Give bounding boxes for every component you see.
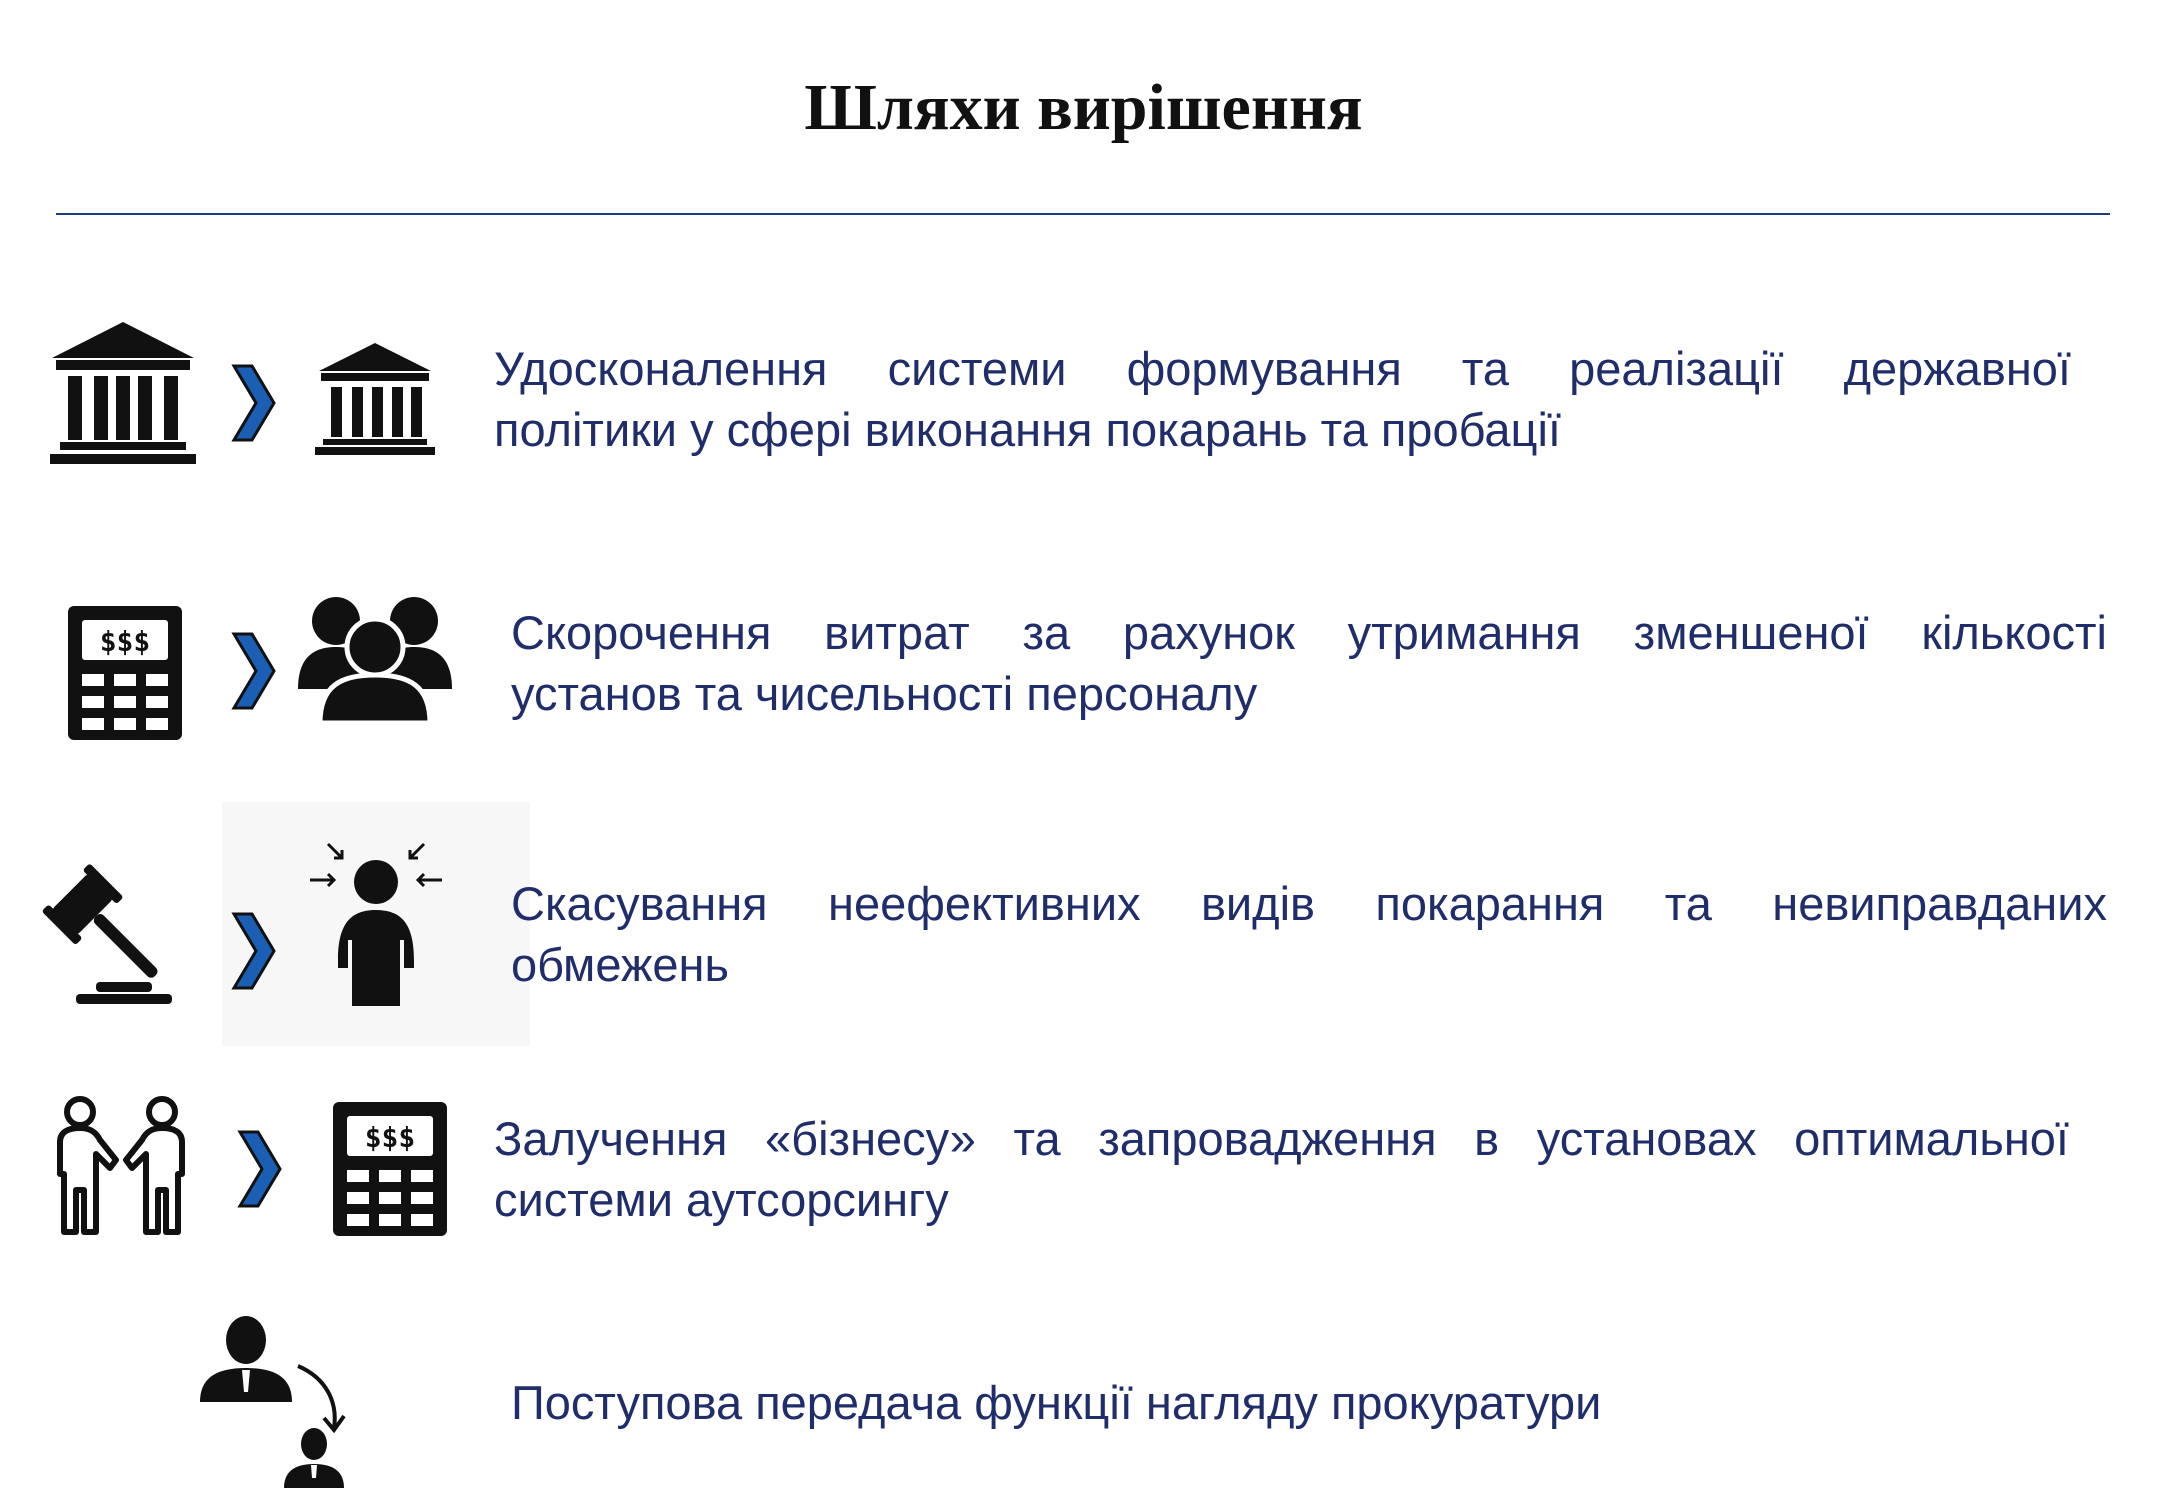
solution-text-5-line-1: Поступова передача функції нагляду прокуратури <box>511 1376 1602 1429</box>
solution-text-4 <box>494 1108 2069 1230</box>
solution-text-3-line-2: обмежень <box>511 938 729 991</box>
page-title: Шляхи вирішення <box>804 71 1363 144</box>
solution-text-4-line-1: Залучення «бізнесу» та запровадження в установах оптимальної <box>494 1112 2069 1165</box>
title-divider <box>56 213 2110 215</box>
small-government-building-icon <box>313 339 437 457</box>
solution-text-2-line-2: установ та чисельності персоналу <box>511 667 1258 720</box>
business-handshake-icon <box>50 1094 192 1236</box>
chevron-right-icon <box>228 630 278 712</box>
chevron-right-icon <box>228 910 278 992</box>
solution-text-1 <box>494 338 2071 460</box>
solution-text-3-line-1: Скасування неефективних видів покарання та невиправданих <box>511 877 2107 930</box>
svg-text:$$$: $$$ <box>364 1121 416 1154</box>
solution-text-1-line-1: Удосконалення системи формування та реалізації державної <box>494 342 2071 395</box>
people-group-icon <box>296 593 454 725</box>
solution-text-3 <box>511 873 2107 995</box>
solution-text-2 <box>511 602 2107 724</box>
chevron-right-icon <box>228 362 278 444</box>
svg-text:$$$: $$$ <box>99 625 151 658</box>
government-building-icon <box>46 318 200 466</box>
calculator-icon <box>66 604 184 742</box>
stressed-person-icon <box>308 840 444 1010</box>
chevron-right-icon <box>234 1128 284 1210</box>
solution-text-2-line-1: Скорочення витрат за рахунок утримання зменшеної кількості <box>511 606 2107 659</box>
solution-text-4-line-2: системи аутсорсингу <box>494 1173 949 1226</box>
solution-text-1-line-2: політики у сфері виконання покарань та пробації <box>494 403 1561 456</box>
solution-text-5 <box>511 1372 2107 1433</box>
gavel-icon <box>36 854 180 1014</box>
calculator-icon <box>331 1100 449 1238</box>
delegation-transfer-icon <box>198 1312 352 1492</box>
